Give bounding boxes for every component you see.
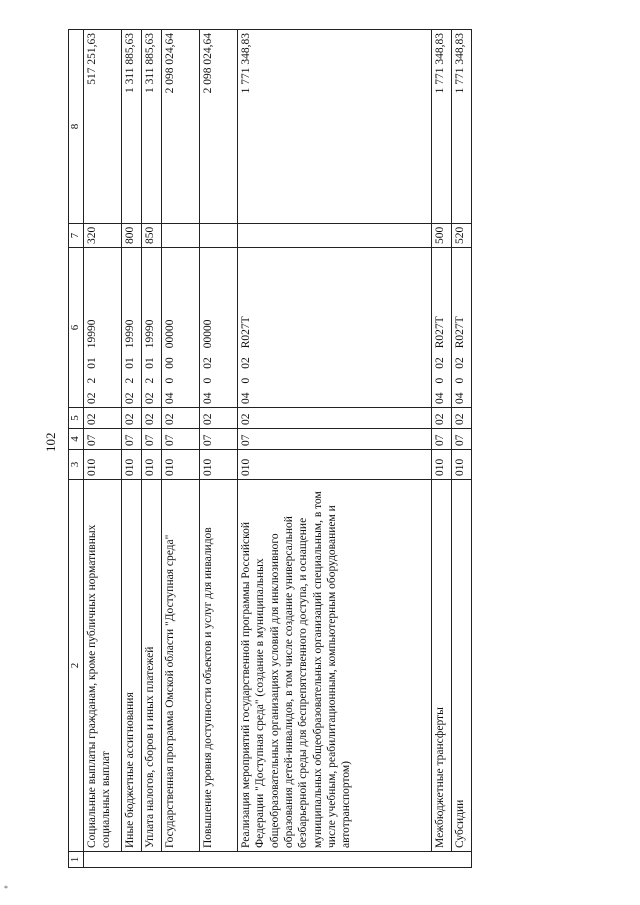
row-name: Повышение уровня доступности объектов и услуг для инвалидов bbox=[199, 480, 237, 852]
subsection-cell: 02 bbox=[237, 408, 431, 429]
expense-type-cell: 850 bbox=[141, 224, 161, 248]
header-cell: 2 bbox=[69, 480, 84, 852]
target-segment: 2 bbox=[143, 377, 156, 384]
section-cell: 07 bbox=[431, 429, 451, 450]
header-cell: 1 bbox=[69, 852, 84, 868]
target-segment: 19990 bbox=[85, 319, 98, 349]
section-cell: 07 bbox=[83, 429, 121, 450]
target-segment: 19990 bbox=[123, 319, 136, 349]
target-segment: 00000 bbox=[201, 319, 214, 349]
corner-mark: * bbox=[4, 884, 8, 893]
expense-type-cell bbox=[199, 224, 237, 248]
row-name: Субсидии bbox=[451, 480, 471, 852]
amount-cell: 517 251,63 bbox=[83, 30, 121, 224]
target-segment: 01 bbox=[123, 357, 136, 369]
target-segment: 01 bbox=[143, 357, 156, 369]
subsection-cell: 02 bbox=[141, 408, 161, 429]
header-cell: 8 bbox=[69, 30, 84, 224]
table-row bbox=[161, 30, 199, 868]
row-name: Уплата налогов, сборов и иных платежей bbox=[141, 480, 161, 852]
target-article-cell bbox=[141, 248, 161, 408]
column-1-cell bbox=[83, 852, 471, 868]
budget-table bbox=[68, 29, 472, 868]
target-segment: 0 bbox=[453, 377, 466, 384]
section-cell: 07 bbox=[161, 429, 199, 450]
target-segment: 04 bbox=[201, 392, 214, 404]
code-cell: 010 bbox=[451, 450, 471, 480]
target-segment: 04 bbox=[453, 392, 466, 404]
code-cell: 010 bbox=[199, 450, 237, 480]
row-name: Межбюджетные трансферты bbox=[431, 480, 451, 852]
target-segment: 02 bbox=[201, 357, 214, 369]
target-segment: 0 bbox=[433, 377, 446, 384]
header-cell: 6 bbox=[69, 248, 84, 408]
code-cell: 010 bbox=[161, 450, 199, 480]
target-segment: 04 bbox=[433, 392, 446, 404]
target-segment: 19990 bbox=[143, 319, 156, 349]
subsection-cell: 02 bbox=[121, 408, 141, 429]
subsection-cell: 02 bbox=[431, 408, 451, 429]
target-segment: 00000 bbox=[163, 319, 176, 349]
header-row bbox=[69, 30, 84, 868]
amount-cell: 1 311 885,63 bbox=[141, 30, 161, 224]
target-segment: 02 bbox=[433, 357, 446, 369]
target-article-cell bbox=[161, 248, 199, 408]
target-segment: R027T bbox=[433, 316, 446, 349]
row-name: Государственная программа Омской области "Доступная среда" bbox=[161, 480, 199, 852]
target-segment: 0 bbox=[201, 377, 214, 384]
subsection-cell: 02 bbox=[199, 408, 237, 429]
amount-cell: 1 311 885,63 bbox=[121, 30, 141, 224]
header-cell: 4 bbox=[69, 429, 84, 450]
target-article-cell bbox=[83, 248, 121, 408]
section-cell: 07 bbox=[451, 429, 471, 450]
target-segment: 02 bbox=[453, 357, 466, 369]
section-cell: 07 bbox=[237, 429, 431, 450]
expense-type-cell: 500 bbox=[431, 224, 451, 248]
header-cell: 7 bbox=[69, 224, 84, 248]
row-name: Реализация мероприятий государственной программы Российской Федерации "Доступная среда" (создание в муниципальных общеобразовательных организациях условий для инклюзивного образования детей-инвалидов, в том числе создание универсальной безбарьерной среды для беспрепятственного доступа, и оснащение муниципальных общеобразовательных организаций специальным, в том числе учебным, реабилитационным, компьютерным оборудованием и автотранспортом) bbox=[237, 480, 431, 852]
target-segment: 00 bbox=[163, 357, 176, 369]
section-cell: 07 bbox=[199, 429, 237, 450]
target-article-cell bbox=[121, 248, 141, 408]
subsection-cell: 02 bbox=[161, 408, 199, 429]
target-segment: 04 bbox=[163, 392, 176, 404]
expense-type-cell bbox=[237, 224, 431, 248]
header-cell: 5 bbox=[69, 408, 84, 429]
table-row bbox=[83, 30, 121, 868]
target-segment: 01 bbox=[85, 357, 98, 369]
target-segment: 2 bbox=[123, 377, 136, 384]
code-cell: 010 bbox=[121, 450, 141, 480]
target-segment: 02 bbox=[239, 357, 252, 369]
target-segment: R027T bbox=[239, 316, 252, 349]
amount-cell: 1 771 348,83 bbox=[451, 30, 471, 224]
table-row bbox=[121, 30, 141, 868]
expense-type-cell: 800 bbox=[121, 224, 141, 248]
expense-type-cell bbox=[161, 224, 199, 248]
subsection-cell: 02 bbox=[451, 408, 471, 429]
target-article-cell bbox=[451, 248, 471, 408]
code-cell: 010 bbox=[431, 450, 451, 480]
target-article-cell bbox=[199, 248, 237, 408]
target-segment: 02 bbox=[143, 392, 156, 404]
target-article-cell bbox=[431, 248, 451, 408]
expense-type-cell: 520 bbox=[451, 224, 471, 248]
amount-cell: 1 771 348,83 bbox=[431, 30, 451, 224]
table-row bbox=[451, 30, 471, 868]
table-row bbox=[141, 30, 161, 868]
target-segment: 02 bbox=[85, 392, 98, 404]
table-row bbox=[431, 30, 451, 868]
target-segment: 04 bbox=[239, 392, 252, 404]
header-cell: 3 bbox=[69, 450, 84, 480]
target-segment: 02 bbox=[123, 392, 136, 404]
code-cell: 010 bbox=[141, 450, 161, 480]
section-cell: 07 bbox=[141, 429, 161, 450]
target-segment: R027T bbox=[453, 316, 466, 349]
page-number: 102 bbox=[43, 432, 58, 452]
amount-cell: 2 098 024,64 bbox=[161, 30, 199, 224]
expense-type-cell: 320 bbox=[83, 224, 121, 248]
row-name: Иные бюджетные ассигнования bbox=[121, 480, 141, 852]
amount-cell: 1 771 348,83 bbox=[237, 30, 431, 224]
target-segment: 0 bbox=[163, 377, 176, 384]
amount-cell: 2 098 024,64 bbox=[199, 30, 237, 224]
table-row bbox=[237, 30, 431, 868]
target-article-cell bbox=[237, 248, 431, 408]
row-name: Социальные выплаты гражданам, кроме публичных нормативных социальных выплат bbox=[83, 480, 121, 852]
code-cell: 010 bbox=[83, 450, 121, 480]
code-cell: 010 bbox=[237, 450, 431, 480]
target-segment: 2 bbox=[85, 377, 98, 384]
table-row bbox=[199, 30, 237, 868]
subsection-cell: 02 bbox=[83, 408, 121, 429]
section-cell: 07 bbox=[121, 429, 141, 450]
rotated-budget-table bbox=[68, 30, 470, 868]
target-segment: 0 bbox=[239, 377, 252, 384]
